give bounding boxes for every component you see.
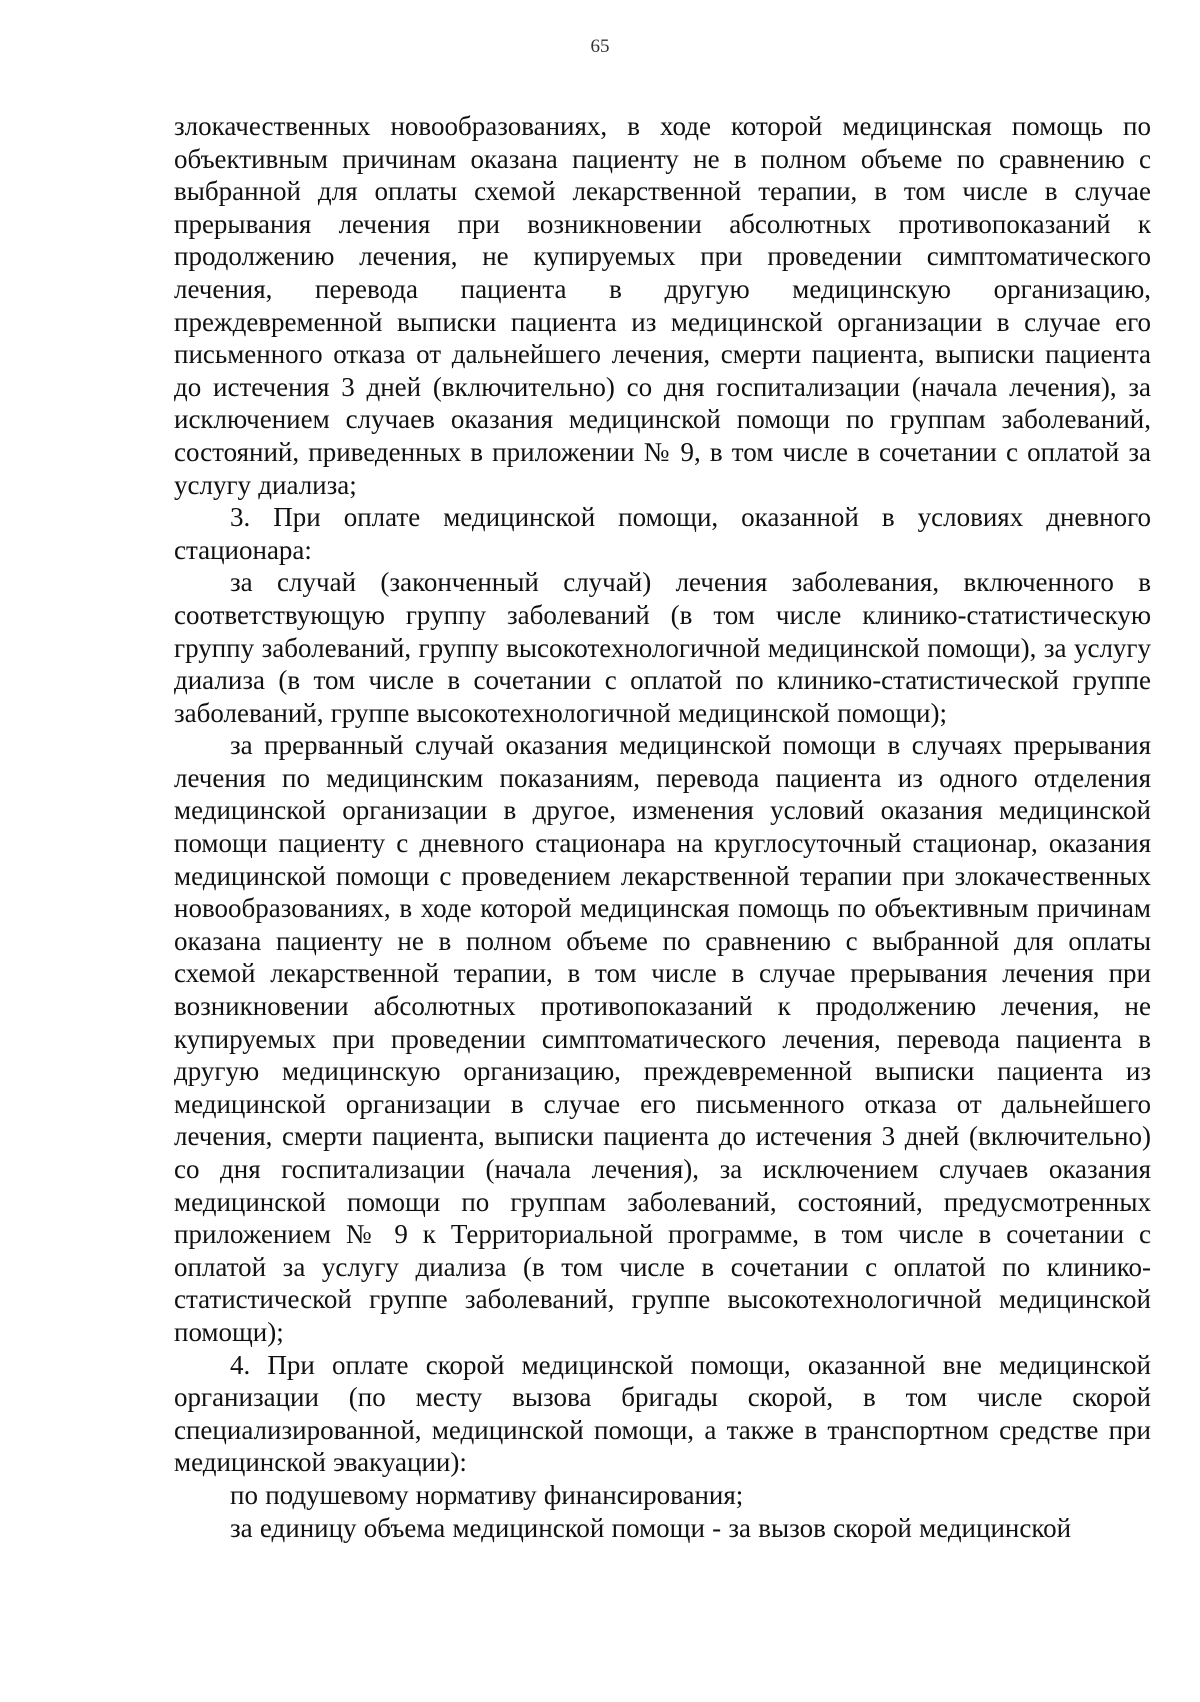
paragraph-completed-case: за случай (законченный случай) лечения заболевания, включенного в соответствующую группу заболеваний (в том числе клинико-статистическую группу заболеваний, группу высокотехнологичной медицинской помощи), за услугу диализа (в том числе в сочетании с оплатой по клинико-статистической группе заболеваний, группе высокотехнологичной медицинской помощи); [174,567,1151,728]
paragraph-per-capita: по подушевому нормативу финансирования; [230,1479,744,1510]
paragraph-item-4: 4. При оплате скорой медицинской помощи, оказанной вне медицинской организации (по месту вызова бригады скорой, в том числе скорой специализированной, медицинской помощи, а также в транспортном средстве при медицинской эвакуации): [174,1349,1151,1478]
document-body [174,110,1151,1544]
page-number: 65 [590,36,610,57]
paragraph-unit-of-volume: за единицу объема медицинской помощи - за вызов скорой медицинской [230,1512,1072,1543]
paragraph-item-3: 3. При оплате медицинской помощи, оказанной в условиях дневного стационара: [174,502,1151,565]
paragraph-interrupted-case: за прерванный случай оказания медицинской помощи в случаях прерывания лечения по медицинским показаниям, перевода пациента из одного отделения медицинской организации в другое, изменения условий оказания медицинской помощи пациенту с дневного стационара на круглосуточный стационар, оказания медицинской помощи с проведением лекарственной терапии при злокачественных новообразованиях, в ходе которой медицинская помощь по объективным причинам оказана пациенту не в полном объеме по сравнению с выбранной для оплаты схемой лекарственной терапии, в том числе в случае прерывания лечения при возникновении абсолютных противопоказаний к продолжению лечения, не купируемых при проведении симптоматического лечения, перевода пациента в другую медицинскую организацию, преждевременной выписки пациента из медицинской организации в случае его письменного отказа от дальнейшего лечения, смерти пациента, выписки пациента до истечения 3 дней (включительно) со дня госпитализации (начала лечения), за исключением случаев оказания медицинской помощи по группам заболеваний, состояний, предусмотренных приложением № 9 к Территориальной программе, в том числе в сочетании с оплатой за услугу диализа (в том числе в сочетании с оплатой по клинико-статистической группе заболеваний, группе высокотехнологичной медицинской помощи); [174,730,1151,1347]
paragraph-continuation: злокачественных новообразованиях, в ходе которой медицинская помощь по объективным причинам оказана пациенту не в полном объеме по сравнению с выбранной для оплаты схемой лекарственной терапии, в том числе в случае прерывания лечения при возникновении абсолютных противопоказаний к продолжению лечения, не купируемых при проведении симптоматического лечения, перевода пациента в другую медицинскую организацию, преждевременной выписки пациента из медицинской организации в случае его письменного отказа от дальнейшего лечения, смерти пациента, выписки пациента до истечения 3 дней (включительно) со дня госпитализации (начала лечения), за исключением случаев оказания медицинской помощи по группам заболеваний, состояний, приведенных в приложении № 9, в том числе в сочетании с оплатой за услугу диализа; [174,111,1151,500]
